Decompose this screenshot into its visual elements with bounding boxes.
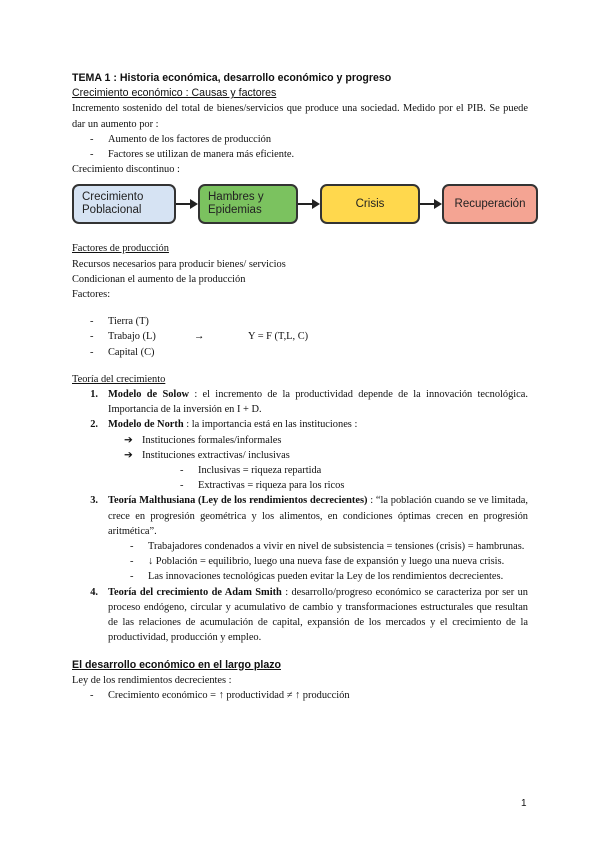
numbered-item-north: 2. Modelo de North : la importancia está en las instituciones : (90, 419, 358, 431)
paragraph-crecimiento: Incremento sostenido del total de bienes/servicios que produce una sociedad. Medido por el PIB. Se puede dar un aumento por : (72, 103, 528, 130)
list-item: - Aumento de los factores de producción (72, 132, 528, 147)
list-item: - Trabajo (L) → Y = F (T,L, C) (72, 329, 528, 344)
arrow-right-icon (434, 199, 442, 209)
list-item-text: Tierra (T) (108, 316, 149, 328)
flow-box-crisis: Crisis (320, 184, 420, 224)
page-number: 1 (521, 798, 527, 809)
arrow-right-icon (312, 199, 320, 209)
list-item: - Las innovaciones tecnológicas pueden evitar la Ley de los rendimientos decrecientes. (130, 571, 504, 583)
flow-arrow (420, 203, 434, 205)
section-heading-crecimiento: Crecimiento económico : Causas y factores (72, 87, 277, 100)
numbered-item-solow: 1. Modelo de Solow : el incremento de la productividad depende de la innovación tecnológica. Importancia de la inversión en I + D. (90, 389, 529, 416)
flow-box-hambres-epidemias: Hambres y Epidemias (198, 184, 298, 224)
list-item: - Extractivas = riqueza para los ricos (180, 480, 345, 492)
arrow-right-icon: → (194, 331, 205, 343)
list-item: - Crecimiento económico = ↑ productividad ≠ ↑ producción (90, 689, 350, 701)
list-item-text: Factores se utilizan de manera más eficiente. (108, 149, 295, 161)
flow-box-recuperacion: Recuperación (442, 184, 538, 224)
document-title: TEMA 1 : Historia económica, desarrollo económico y progreso (72, 72, 392, 84)
list-item-text: Capital (C) (108, 346, 155, 358)
list-item: ➔ Instituciones extractivas/ inclusivas (72, 448, 528, 463)
list-item: ➔ Instituciones formales/informales (72, 433, 528, 448)
text-line: Condicionan el aumento de la producción (72, 273, 246, 285)
list-item: - Inclusivas = riqueza repartida (180, 465, 322, 477)
list-item: - ↓ Población = equilibrio, luego una nueva fase de expansión y luego una nueva crisis. (130, 556, 505, 568)
section-heading-factores: Factores de producción (72, 243, 169, 255)
document-page (72, 71, 528, 703)
label-crecimiento-discontinuo: Crecimiento discontinuo : (72, 164, 180, 176)
list-item-text: Aumento de los factores de producción (108, 133, 272, 145)
section-heading-teoria: Teoría del crecimiento (72, 373, 166, 385)
arrow-right-icon: ➔ (124, 434, 133, 446)
production-formula: Y = F (T,L, C) (248, 331, 309, 343)
arrow-right-icon: ➔ (124, 449, 133, 461)
flow-arrow (176, 203, 190, 205)
text-line: Ley de los rendimientos decrecientes : (72, 674, 232, 686)
flow-arrow (298, 203, 312, 205)
list-item: - Tierra (T) (72, 314, 528, 329)
list-item: - Capital (C) (72, 345, 528, 360)
list-item-text: Trabajo (L) (108, 331, 156, 343)
flow-box-crecimiento-poblacional: Crecimiento Poblacional (72, 184, 176, 224)
arrow-right-icon (190, 199, 198, 209)
text-line: Recursos necesarios para producir bienes/ servicios (72, 258, 286, 270)
list-item: - Trabajadores condenados a vivir en nivel de subsistencia = tensiones (crisis) = hambrunas. (130, 541, 525, 553)
list-item: - Factores se utilizan de manera más eficiente. (72, 147, 528, 162)
numbered-item-adam-smith: 4. Teoría del crecimiento de Adam Smith : desarrollo/progreso económico se caracteriza por ser un proceso endógeno, circular y acumulativo de cambio y transformaciones estructurales que resultan de las relaciones de acumulación de capital, expansión de los mercados y el crecimiento de la productividad, producción y empleo. (90, 586, 528, 644)
section-heading-desarrollo: El desarrollo económico en el largo plazo (72, 658, 281, 671)
numbered-item-malthus: 3. Teoría Malthusiana (Ley de los rendimientos decrecientes) : “la población cuando se ve limitada, crece en progresión geométrica y los alimentos, en condiciones óptimas crecen en progresión aritmética”. (90, 495, 528, 537)
flow-diagram (72, 181, 528, 231)
text-line: Factores: (72, 289, 111, 301)
